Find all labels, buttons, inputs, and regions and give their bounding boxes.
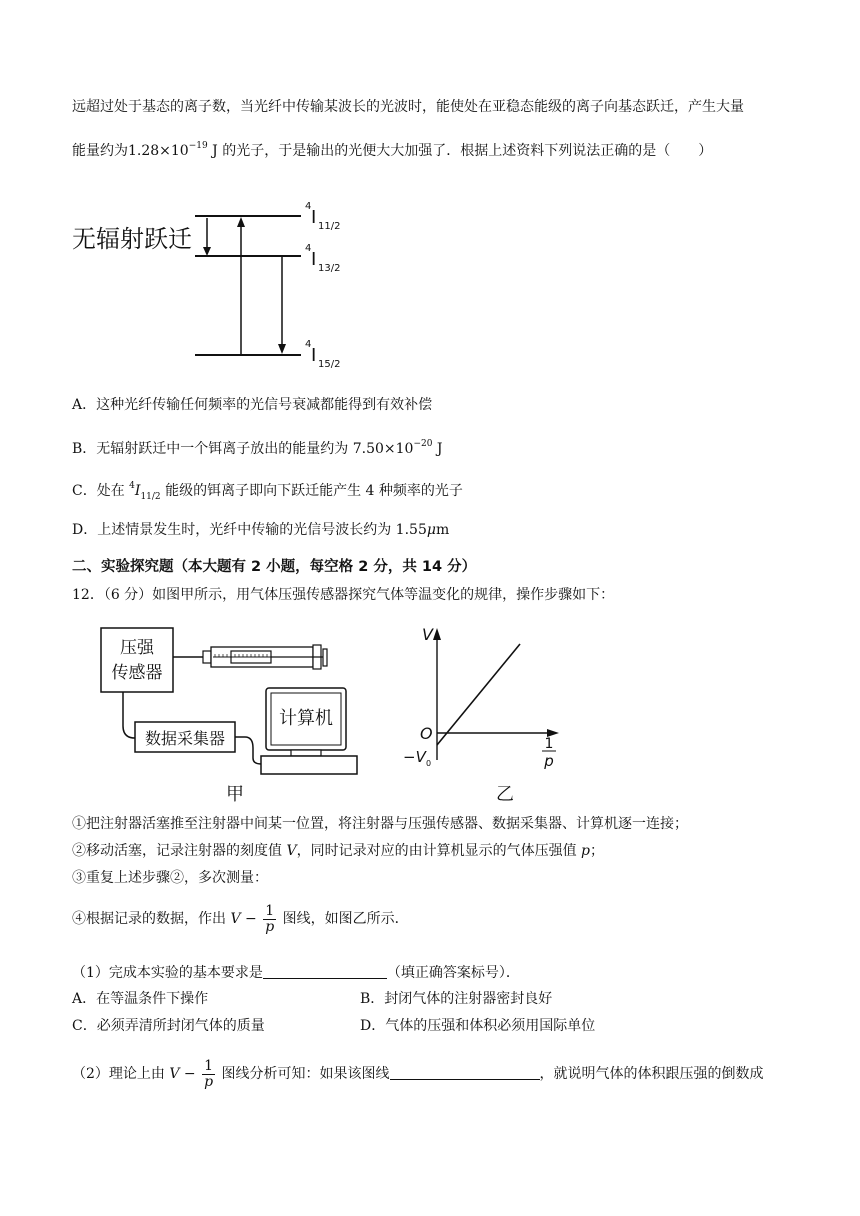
origin-label: O (420, 724, 433, 743)
option-c-sub: 11/2 (140, 492, 161, 502)
intro-line-1: 远超过处于基态的离子数，当光纤中传输某波长的光波时，能使处在亚稳态能级的离子向基态跃迁，产生大量 (72, 99, 744, 115)
step-4-text: ④根据记录的数据，作出 (72, 911, 231, 927)
monitor-stand (291, 750, 321, 756)
q12-stem: 12．（6 分）如图甲所示，用气体压强传感器探究气体等温变化的规律，操作步骤如下： (72, 587, 615, 603)
emission-arrowhead (278, 344, 286, 354)
level-3-sup: 4 (305, 339, 312, 350)
level-2-name: I (311, 249, 317, 270)
sensor-label-line-1: 压强 (120, 638, 154, 658)
option-c-symbol: I (134, 483, 141, 499)
option-d-unit: m (435, 522, 450, 538)
step-2-text: ②移动活塞，记录注射器的刻度值 (72, 843, 287, 859)
v-axis-label: V (422, 625, 433, 644)
nonradiative-label: 无辐射跃迁 (72, 225, 192, 253)
option-d-text: D．上述情景发生时，光纤中传输的光信号波长约为 1.55 (72, 522, 427, 538)
level-1-sup: 4 (305, 201, 312, 212)
figure-jia-caption: 甲 (226, 784, 244, 805)
step-4-fraction-num: 1 (265, 902, 275, 919)
intro-exponent: −19 (188, 141, 208, 151)
subquestion-1 (72, 963, 520, 983)
sub1-option-d: D．气体的压强和体积必须用国际单位 (360, 1018, 596, 1034)
intro-line-2 (72, 136, 712, 161)
step-2-end: ； (590, 843, 604, 859)
syringe (203, 645, 327, 669)
section-2-heading: 二、实验探究题（本大题有 2 小题，每空格 2 分，共 14 分） (72, 559, 477, 575)
collector-cable (235, 737, 261, 764)
option-a: A．这种光纤传输任何频率的光信号衰减都能得到有效补偿 (72, 397, 433, 413)
computer-label: 计算机 (279, 708, 333, 729)
level-3-name: I (311, 345, 317, 366)
level-2-sup: 4 (305, 243, 312, 254)
option-c-sup: 4 (129, 481, 135, 491)
option-b (72, 434, 443, 459)
subquestion-2-fraction (202, 1059, 215, 1090)
option-c-text: C．处在 (72, 483, 130, 499)
step-2-v: V (286, 843, 297, 859)
collector-label: 数据采集器 (144, 729, 226, 748)
v-axis-arrow (433, 628, 441, 640)
answer-blank-1[interactable] (263, 964, 387, 979)
option-c-rest: 能级的铒离子即向下跃迁能产生 4 种频率的光子 (160, 483, 463, 499)
option-b-text: B．无辐射跃迁中一个铒离子放出的能量约为 7.50×10 (72, 441, 414, 457)
subquestion-2-mid: 图线分析可知：如果该图线 (217, 1066, 390, 1082)
subquestion-2 (72, 1058, 764, 1090)
intro-energy-value: 能量约为1.28×10 (72, 143, 189, 159)
subquestion-1-hint: （填正确答案标号）． (386, 965, 520, 981)
subquestion-2-fraction-num: 1 (204, 1057, 214, 1074)
option-b-exponent: −20 (413, 439, 433, 449)
step-4-fraction (263, 904, 276, 935)
intro-question: J 的光子，于是输出的光便大大加强了．根据上述资料下列说法正确的是（ ） (207, 143, 713, 159)
step-2-p: p (581, 843, 590, 859)
computer-base (261, 756, 357, 774)
level-1-sub: 11/2 (318, 221, 341, 232)
subquestion-1-text: （1）完成本实验的基本要求是 (72, 965, 263, 981)
figure-yi-graph (395, 620, 575, 805)
step-4-fraction-den: p (265, 918, 275, 935)
step-2-mid: ，同时记录对应的由计算机显示的气体压强值 (296, 843, 582, 859)
step-2 (72, 841, 604, 861)
step-3: ③重复上述步骤②，多次测量： (72, 870, 268, 886)
figure-yi-caption: 乙 (496, 784, 514, 805)
answer-blank-2[interactable] (390, 1065, 540, 1080)
step-4 (72, 903, 409, 935)
option-d-mu: μ (426, 522, 436, 538)
subquestion-2-text: （2）理论上由 (72, 1066, 170, 1082)
option-b-unit: J (432, 441, 443, 457)
subquestion-2-end: ，就说明气体的体积跟压强的倒数成 (539, 1066, 764, 1082)
nonradiative-arrowhead (203, 247, 211, 256)
level-3-sub: 15/2 (318, 359, 341, 370)
sub1-option-b: B．封闭气体的注射器密封良好 (360, 991, 553, 1007)
sensor-cable (123, 692, 135, 738)
sub1-option-a: A．在等温条件下操作 (72, 991, 209, 1007)
sensor-label-line-2: 传感器 (111, 663, 163, 683)
figure-jia-apparatus (95, 620, 370, 805)
step-4-v: V (230, 911, 241, 927)
absorption-arrowhead (237, 217, 245, 227)
subquestion-2-minus: − (179, 1066, 201, 1082)
step-4-minus: − (240, 911, 262, 927)
subquestion-2-fraction-den: p (204, 1073, 214, 1090)
option-d (72, 520, 449, 540)
energy-level-diagram (60, 195, 380, 375)
x-axis-label-denominator: p (544, 752, 554, 770)
step-1: ①把注射器活塞推至注射器中间某一位置，将注射器与压强传感器、数据采集器、计算机逐一连接； (72, 816, 688, 832)
v0-subscript: 0 (426, 759, 432, 768)
x-axis-label-numerator: 1 (544, 736, 554, 752)
sub1-option-c: C．必须弄清所封闭气体的质量 (72, 1018, 265, 1034)
subquestion-2-v: V (169, 1066, 180, 1082)
v0-label: −V (403, 748, 426, 766)
level-1-name: I (311, 207, 317, 228)
option-c (72, 476, 463, 507)
level-2-sub: 13/2 (318, 263, 341, 274)
v-vs-inverse-p-line (437, 644, 520, 745)
step-4-end: 图线，如图乙所示． (278, 911, 409, 927)
